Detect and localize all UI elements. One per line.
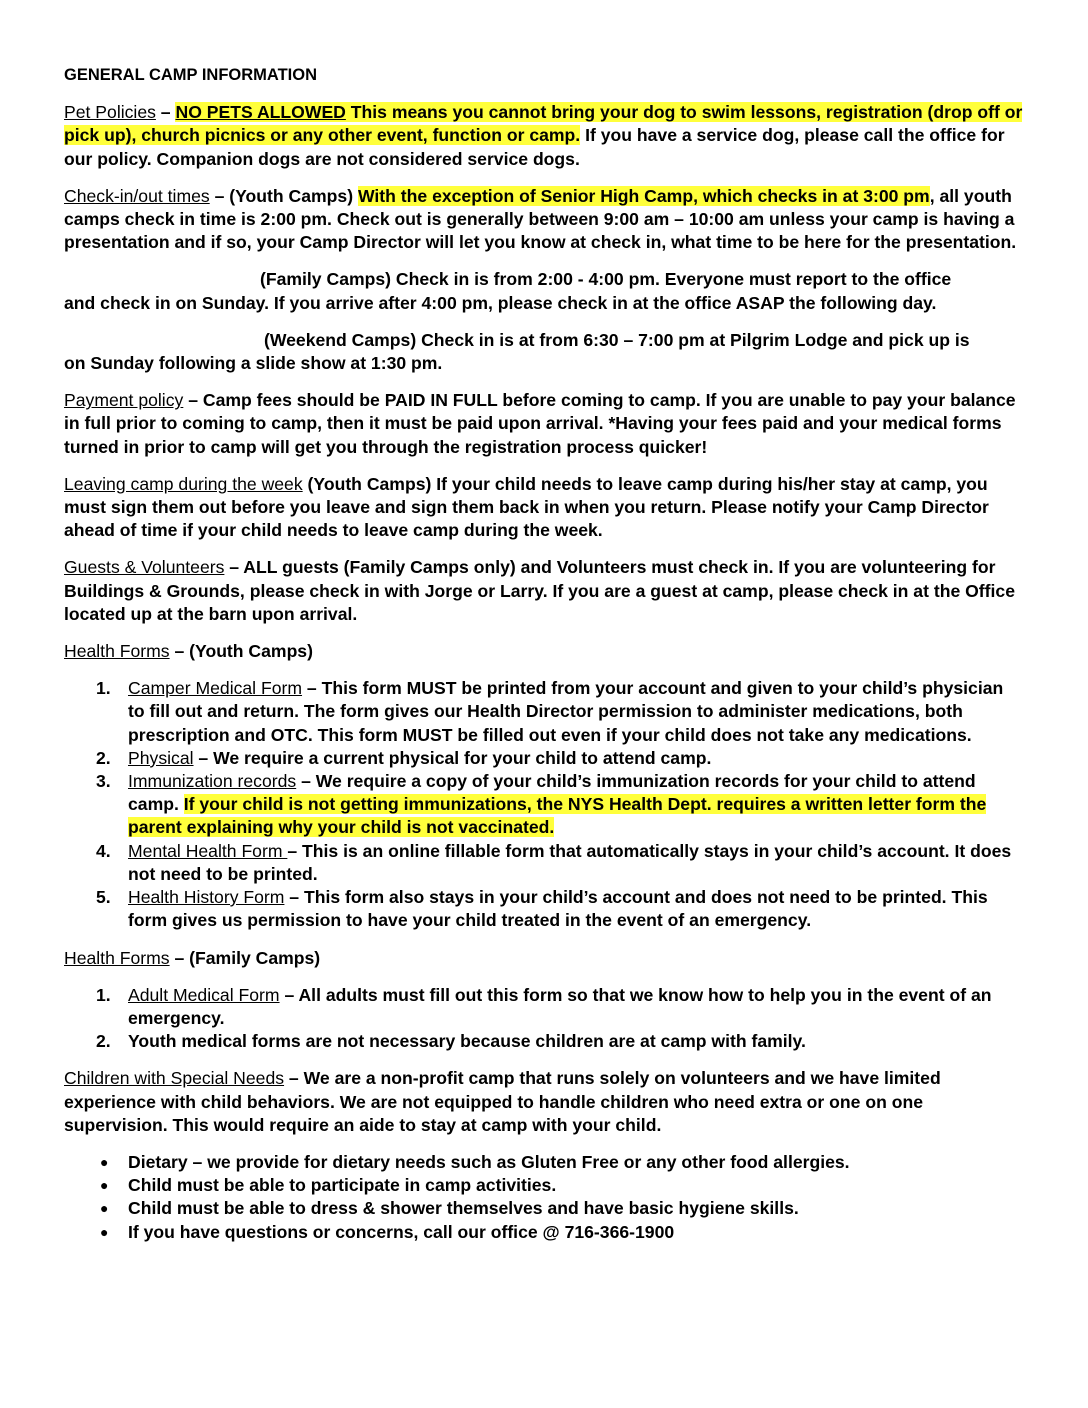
bullet-text: Child must be able to participate in camp activities. (128, 1175, 557, 1196)
health-forms-youth-label: Health Forms (64, 641, 170, 662)
camper-medical-form-label: Camper Medical Form (128, 678, 303, 699)
checkin-highlight-text: With the exception of Senior High Camp, which checks in at 3:00 pm (357, 185, 930, 206)
family-checkin-line1: (Family Camps) Check in is from 2:00 - 4:00 pm. Everyone must report to the office (260, 269, 952, 290)
list-item (64, 1197, 1024, 1220)
list-item (64, 1151, 1024, 1174)
document-page (64, 64, 1024, 1258)
bullet-text: If you have questions or concerns, call our office @ 716-366-1900 (128, 1221, 675, 1242)
checkin-rest-text: , all youth camps check in time is 2:00 pm. Check out is generally between 9:00 am – 10:00 am unless your camp is having a presentation and if so, your Camp Director will let you know at check in, what time to be here for the presentation. (64, 185, 1017, 253)
pet-policies-label: Pet Policies (64, 102, 156, 123)
leaving-camp-paragraph (64, 473, 1024, 543)
adult-medical-form-label: Adult Medical Form (128, 984, 280, 1005)
no-pets-highlight: NO PETS ALLOWED (175, 102, 346, 123)
bullet-icon: ● (100, 1200, 109, 1217)
checkin-label: Check-in/out times (64, 185, 210, 206)
family-checkin-line2: and check in on Sunday. If you arrive after 4:00 pm, please check in at the office ASAP the following day. (64, 292, 937, 313)
list-item-text: – This is an online fillable form that automatically stays in your child’s account. It does not need to be printed. (128, 840, 1012, 884)
list-number: 2. (96, 747, 111, 768)
pet-rest-text: If you have a service dog, please call the office for our policy. Companion dogs are not considered service dogs. (64, 125, 1005, 169)
guests-volunteers-paragraph (64, 556, 1024, 626)
family-camps-checkin (64, 268, 1024, 314)
list-item (64, 747, 1024, 770)
physical-label: Physical (128, 747, 194, 768)
list-item (64, 1221, 1024, 1244)
bullet-icon: ● (100, 1223, 109, 1240)
list-item-text: – This form MUST be printed from your account and given to your child’s physician to fill out and return. The form gives our Health Director permission to administer medications, both prescription and OTC. This form MUST be filled out even if your child does not take any medications. (128, 678, 1004, 745)
bullet-icon: ● (100, 1177, 109, 1194)
immunization-highlight-text: If your child is not getting immunizations, the NYS Health Dept. requires a written letter form the parent explaining why your child is not vaccinated. (128, 794, 987, 838)
mental-health-form-label: Mental Health Form (128, 840, 288, 861)
checkin-paragraph (64, 185, 1024, 255)
immunization-records-label: Immunization records (128, 771, 297, 792)
pet-dash: – (155, 102, 176, 123)
special-needs-paragraph (64, 1067, 1024, 1137)
list-item (64, 677, 1024, 747)
leaving-camp-label: Leaving camp during the week (64, 473, 303, 494)
special-needs-bullets (64, 1151, 1024, 1244)
list-number: 5. (96, 887, 111, 908)
list-item (64, 984, 1024, 1030)
health-forms-youth-suffix: – (Youth Camps) (169, 641, 313, 662)
list-item-text: – All adults must fill out this form so that we know how to help you in the event of an emergency. (128, 984, 992, 1028)
leaving-camp-text: (Youth Camps) If your child needs to leave camp during his/her stay at camp, you must sign them out before you leave and sign them back in when you return. Please notify your Camp Director ahead of time if your child needs to leave camp during the week. (64, 473, 989, 541)
list-number: 4. (96, 840, 111, 861)
list-number: 1. (96, 678, 111, 699)
list-number: 3. (96, 771, 111, 792)
payment-policy-text: – Camp fees should be PAID IN FULL before coming to camp. If you are unable to pay your balance in full prior to coming to camp, then it must be paid upon arrival. *Having your fees paid and your medical forms turned in prior to camp will get you through the registration process quicker! (64, 390, 1016, 457)
bullet-text: Dietary – we provide for dietary needs such as Gluten Free or any other food allergies. (128, 1151, 850, 1172)
health-forms-youth-list (64, 677, 1024, 932)
special-needs-label: Children with Special Needs (64, 1068, 285, 1089)
list-item (64, 1030, 1024, 1053)
list-number: 1. (96, 984, 111, 1005)
pet-highlight-text: This means you cannot bring your dog to swim lessons, registration (drop off or pick up), church picnics or any other event, function or camp. (64, 102, 1023, 146)
weekend-checkin-line2: on Sunday following a slide show at 1:30 pm. (64, 353, 443, 374)
list-item-text: – This form also stays in your child’s account and does not need to be printed. This form gives us permission to have your child treated in the event of an emergency. (128, 887, 988, 931)
list-item-text: – We require a current physical for your child to attend camp. (193, 747, 712, 768)
special-needs-text: – We are a non-profit camp that runs solely on volunteers and we have limited experience with child behaviors. We are not equipped to handle children who need extra or one on one supervision. This would require an aide to stay at camp with your child. (64, 1068, 941, 1135)
list-item-text: – We require a copy of your child’s immunization records for your child to attend camp. (128, 771, 976, 815)
weekend-camps-checkin (64, 329, 1024, 375)
list-number: 2. (96, 1031, 111, 1052)
health-forms-family-label: Health Forms (64, 947, 170, 968)
page-title: GENERAL CAMP INFORMATION (64, 66, 318, 84)
list-item-text: Youth medical forms are not necessary because children are at camp with family. (128, 1031, 806, 1052)
guests-volunteers-text: – ALL guests (Family Camps only) and Volunteers must check in. If you are volunteering for Buildings & Grounds, please check in with Jorge or Larry. If you are a guest at camp, please check in at the Office located up at the barn upon arrival. (64, 557, 1015, 624)
weekend-checkin-line1: (Weekend Camps) Check in is at from 6:30 – 7:00 pm at Pilgrim Lodge and pick up is (264, 329, 970, 350)
bullet-icon: ● (100, 1153, 109, 1170)
list-item (64, 770, 1024, 840)
pet-policies-paragraph (64, 101, 1024, 171)
health-forms-youth-heading (64, 640, 1024, 663)
health-history-form-label: Health History Form (128, 887, 285, 908)
health-forms-family-list (64, 984, 1024, 1054)
health-forms-family-suffix: – (Family Camps) (169, 947, 321, 968)
guests-volunteers-label: Guests & Volunteers (64, 557, 225, 578)
list-item (64, 1174, 1024, 1197)
list-item (64, 840, 1024, 886)
list-item (64, 886, 1024, 932)
payment-policy-paragraph (64, 389, 1024, 459)
bullet-text: Child must be able to dress & shower themselves and have basic hygiene skills. (128, 1198, 799, 1219)
payment-policy-label: Payment policy (64, 390, 184, 411)
checkin-dash: – (Youth Camps) (209, 185, 358, 206)
health-forms-family-heading (64, 947, 1024, 970)
